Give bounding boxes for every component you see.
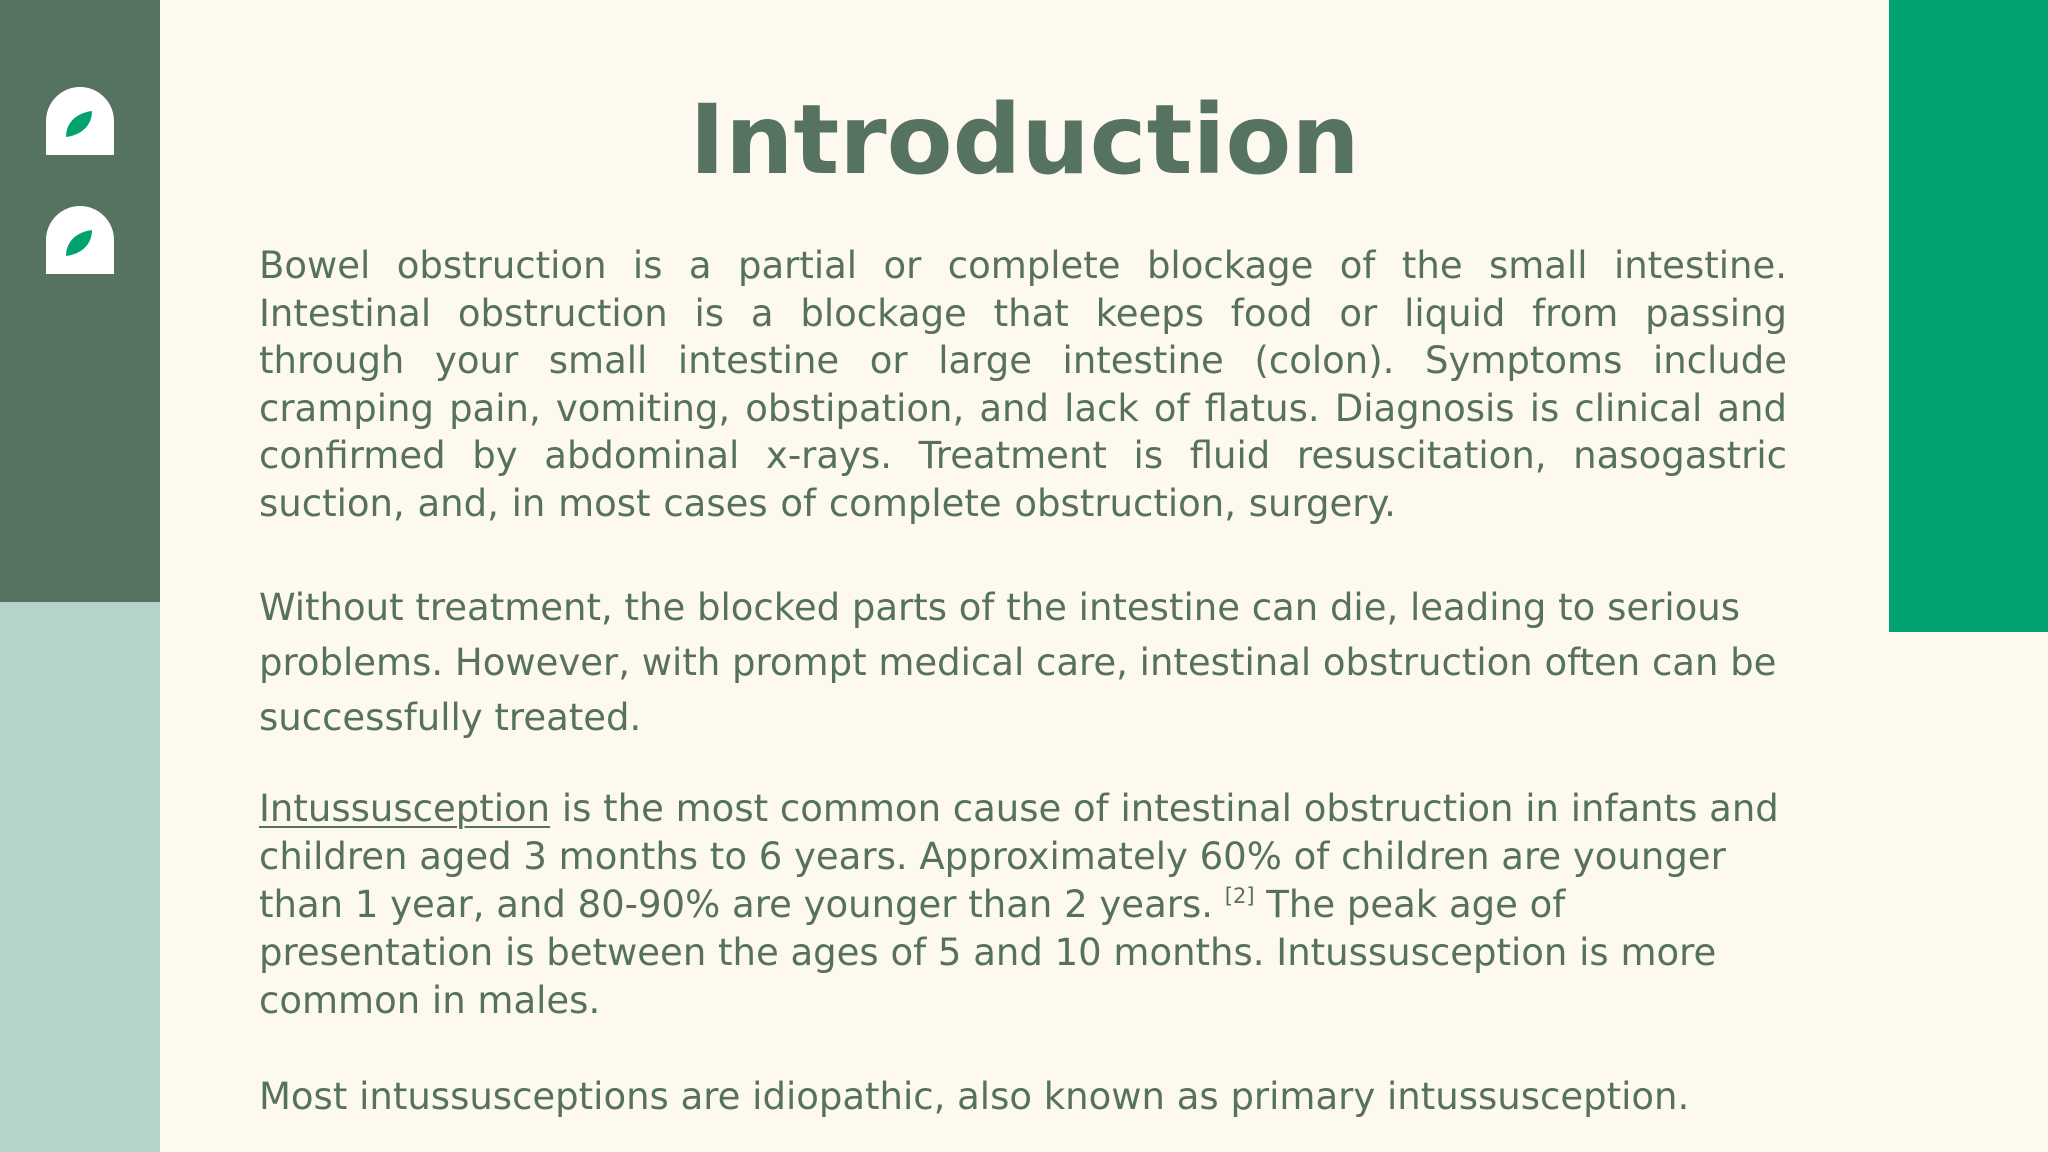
leaf-badge-icon [46,206,114,274]
left-band-light [0,602,160,1152]
slide-title: Introduction [689,84,1360,196]
intussusception-link[interactable]: Intussusception [259,787,551,830]
right-accent-band [1889,0,2048,632]
reference-marker[interactable]: [2] [1224,884,1255,908]
paragraph-without-treatment: Without treatment, the blocked parts of the intestine can die, leading to serious problems. However, with prompt medical care, intestinal obstruction often can be successfully treated. [259,586,1777,739]
intussusception-text: is the most common cause of intestinal obstruction in infants and children aged 3 months to 6 years. Approximately 60% of children are younger than 1 year, and 80-90% are younger than 2 years. [259,787,1779,926]
intussusception-text-continued: The peak age of presentation is between the ages of 5 and 10 months. Intussusception is more common in males. [259,883,1717,1022]
paragraph-intussusception [259,785,1787,1025]
paragraph-bowel-obstruction: Bowel obstruction is a partial or complete blockage of the small intestine. Intestinal obstruction is a blockage that keeps food or liquid from passing through your small intestine or large intestine (colon). Symptoms include cramping pain, vomiting, obstipation, and lack of flatus. Diagnosis is clinical and confirmed by abdominal x-rays. Treatment is fluid resuscitation, nasogastric suction, and, in most cases of complete obstruction, surgery. [259,244,1787,525]
slide-body [259,242,1787,1121]
paragraph-idiopathic: Most intussusceptions are idiopathic, also known as primary intussusception. [259,1075,1690,1118]
leaf-badge-icon [46,87,114,155]
